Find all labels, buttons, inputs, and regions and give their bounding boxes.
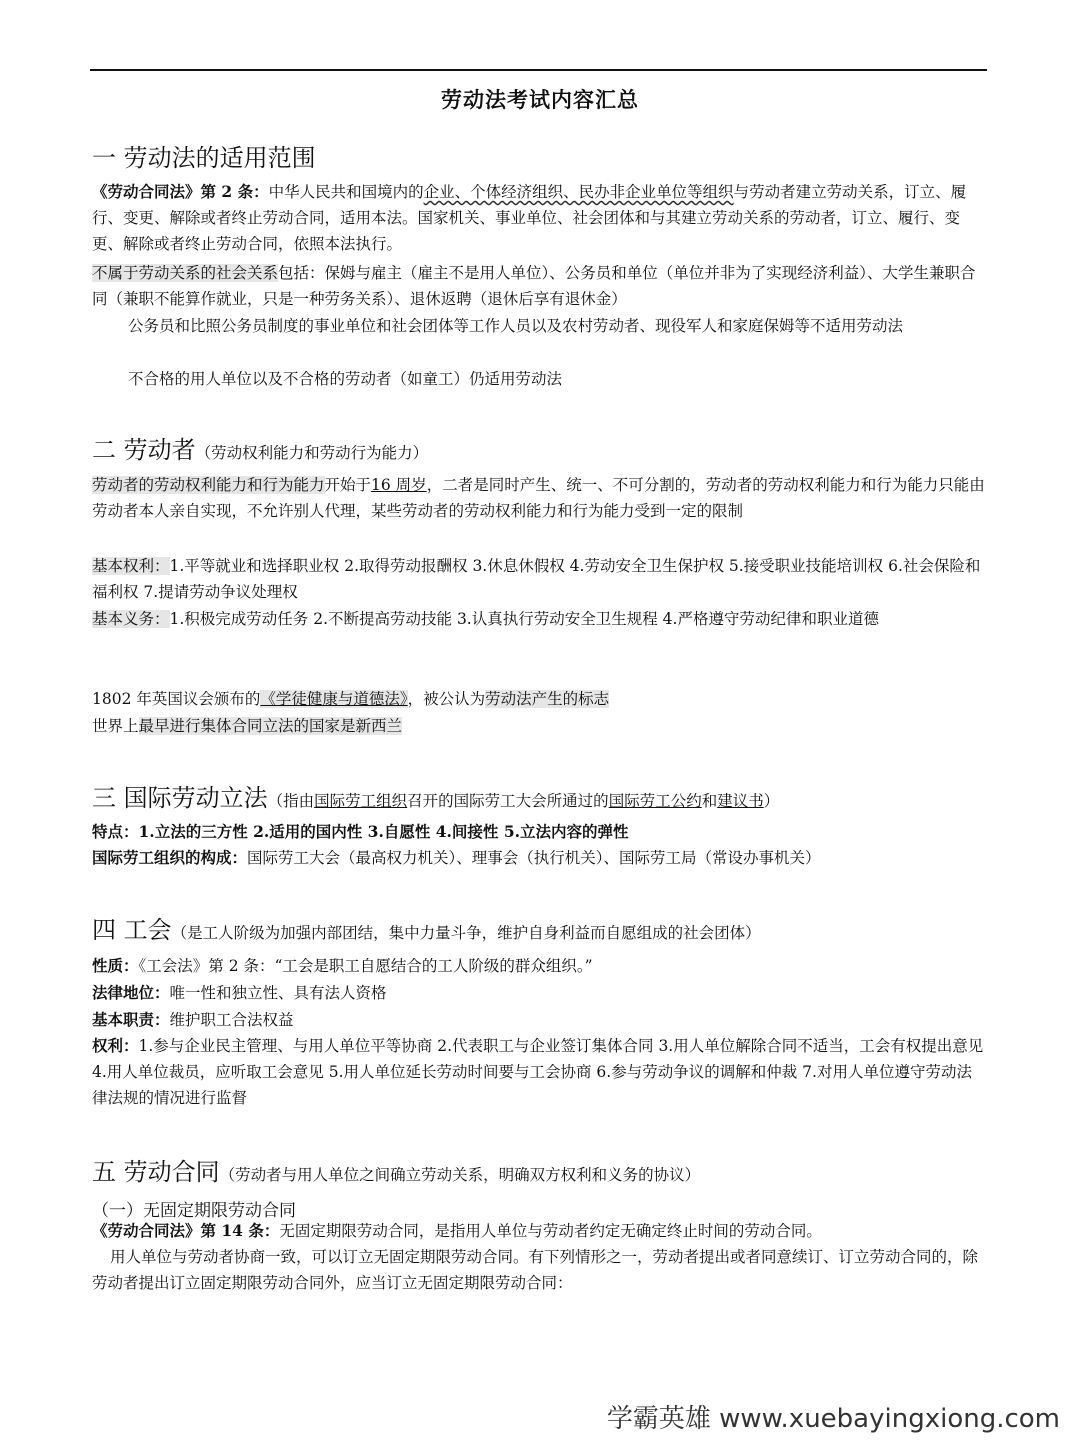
top-rule <box>90 69 987 71</box>
s2-history-2: 世界上最早进行集体合同立法的国家是新西兰 <box>92 717 403 735</box>
s3-features: 特点：1.立法的三方性 2.适用的国内性 3.自愿性 4.间接性 5.立法内容的弹性 <box>92 822 629 841</box>
s2-history-1: 1802 年英国议会颁布的《学徒健康与道德法》，被公认为劳动法产生的标志 <box>92 690 610 708</box>
footer-watermark: 学霸英雄 www.xuebayingxiong.com <box>606 1404 1060 1434</box>
s4-rights: 权利：1.参与企业民主管理、与用人单位平等协商 2.代表职工与企业签订集体合同 3.用人单位解除合同不适当，工会有权提出意见 4.用人单位裁员，应听取工会意见 5.用人单位延长劳动时间要与工会协商 6.参与劳动争议的调解和仲裁 7.对用人单位遵守劳动法律法规的情况进行监督 <box>92 1036 984 1107</box>
section-2-heading: 二 劳动者（劳动权利能力和劳动行为能力） <box>92 436 429 464</box>
s1-para-2: 不属于劳动关系的社会关系包括：保姆与雇主（雇主不是用人单位）、公务员和单位（单位并非为了实现经济利益）、大学生兼职合同（兼职不能算作就业，只是一种劳务关系）、退休返聘（退休后享有退休金） <box>92 264 976 308</box>
s1-para-3: 公务员和比照公务员制度的事业单位和社会团体等工作人员以及农村劳动者、现役军人和家庭保姆等不适用劳动法 <box>128 317 904 335</box>
s4-nature: 性质：《工会法》第 2 条：“工会是职工自愿结合的工人阶级的群众组织。” <box>92 956 593 975</box>
s1-para-4: 不合格的用人单位以及不合格的劳动者（如童工）仍适用劳动法 <box>128 370 563 388</box>
s2-rights: 基本权利：1.平等就业和选择职业权 2.取得劳动报酬权 3.休息休假权 4.劳动安全卫生保护权 5.接受职业技能培训权 6.社会保险和福利权 7.提请劳动争议处理权 <box>92 557 981 601</box>
s1-para-1: 《劳动合同法》第 2 条：中华人民共和国境内的企业、个体经济组织、民办非企业单位等组织与劳动者建立劳动关系，订立、履行、变更、解除或者终止劳动合同，适用本法。国家机关、事业单位、社会团体和与其建立劳动关系的劳动者，订立、履行、变更、解除或者终止劳动合同，依照本法执行。 <box>92 182 967 253</box>
page-title: 劳动法考试内容汇总 <box>441 88 639 112</box>
section-3-heading: 三 国际劳动立法（指由国际劳工组织召开的国际劳工大会所通过的国际劳工公约和建议书） <box>92 784 780 812</box>
section-4-heading: 四 工会（是工人阶级为加强内部团结，集中力量斗争，维护自身利益而自愿组成的社会团体） <box>92 916 761 944</box>
s5-para-2: 用人单位与劳动者协商一致，可以订立无固定期限劳动合同。有下列情形之一，劳动者提出或者同意续订、订立劳动合同的，除劳动者提出订立固定期限劳动合同外，应当订立无固定期限劳动合同： <box>92 1248 979 1292</box>
s3-organization: 国际劳工组织的构成：国际劳工大会（最高权力机关）、理事会（执行机关）、国际劳工局（常设办事机关） <box>92 848 821 867</box>
s4-status: 法律地位：唯一性和独立性、具有法人资格 <box>92 983 387 1002</box>
s5-subheading-1: （一）无固定期限劳动合同 <box>92 1201 296 1221</box>
s2-duties: 基本义务：1.积极完成劳动任务 2.不断提高劳动技能 3.认真执行劳动安全卫生规程 4.严格遵守劳动纪律和职业道德 <box>92 610 879 628</box>
section-1-heading: 一 劳动法的适用范围 <box>92 144 316 172</box>
s2-para-1: 劳动者的劳动权利能力和行为能力开始于16 周岁，二者是同时产生、统一、不可分割的，劳动者的劳动权利能力和行为能力只能由劳动者本人亲自实现，不允许别人代理，某些劳动者的劳动权利能力和行为能力受到一定的限制 <box>92 476 985 520</box>
section-5-heading: 五 劳动合同（劳动者与用人单位之间确立劳动关系，明确双方权利和义务的协议） <box>92 1158 701 1186</box>
s5-para-1: 《劳动合同法》第 14 条：无固定期限劳动合同，是指用人单位与劳动者约定无确定终止时间的劳动合同。 <box>92 1221 822 1240</box>
s4-duty: 基本职责：维护职工合法权益 <box>92 1010 294 1029</box>
